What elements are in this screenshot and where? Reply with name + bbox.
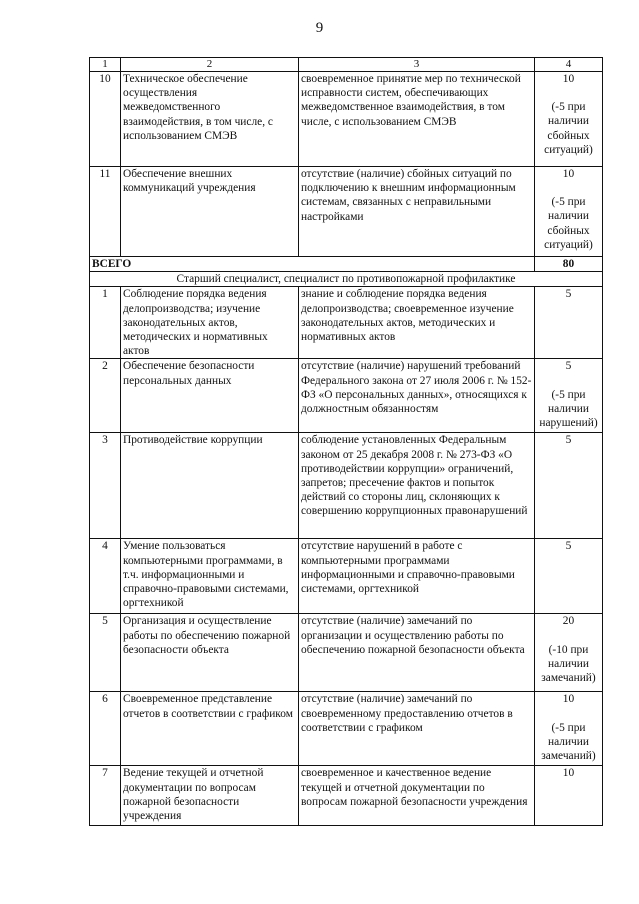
indicator-cell: своевременное и качественное ведение текущей и отчетной документации по вопросам пожарной безопасности учреждения: [299, 766, 535, 826]
indicator-cell: соблюдение установленных Федеральным законом от 25 декабря 2008 г. № 273-ФЗ «О противодействии коррупции» ограничений, запретов; пресечение фактов и попыток действий со стороны лиц, склоняющих к совершению коррупционных правонарушений: [299, 433, 535, 539]
penalty-note: (-5 при наличии сбойных ситуаций): [544, 101, 593, 156]
total-value: 80: [535, 257, 603, 272]
table-header-row: [90, 58, 603, 72]
table-row: [90, 433, 603, 539]
page-number: 9: [315, 20, 324, 36]
criterion-cell: Соблюдение порядка ведения делопроизводства; изучение законодательных актов, методических и нормативных актов: [121, 287, 299, 359]
row-number: 6: [90, 692, 121, 766]
table-row: [90, 167, 603, 257]
points-cell: [535, 692, 603, 766]
row-number: 10: [90, 72, 121, 167]
row-number: 11: [90, 167, 121, 257]
table-row: [90, 766, 603, 826]
section-row: [90, 272, 603, 287]
points-value: 5: [565, 434, 572, 447]
table-row: [90, 359, 603, 433]
header-cell: 4: [535, 58, 603, 72]
table-row: [90, 72, 603, 167]
row-number: 1: [90, 287, 121, 359]
row-number: 3: [90, 433, 121, 539]
criterion-cell: Обеспечение безопасности персональных данных: [121, 359, 299, 433]
points-value: 5: [565, 288, 572, 301]
criteria-table: [89, 57, 603, 826]
indicator-cell: своевременное принятие мер по технической исправности систем, обеспечивающих межведомственное взаимодействия, в том числе, с использованием СМЭВ: [299, 72, 535, 167]
indicator-cell: отсутствие (наличие) замечаний по организации и осуществлению работы по обеспечению пожарной безопасности объекта: [299, 614, 535, 692]
criterion-cell: Умение пользоваться компьютерными программами, в т.ч. информационными и справочно-правовыми системами, оргтехникой: [121, 539, 299, 614]
criterion-cell: Ведение текущей и отчетной документации по вопросам пожарной безопасности учреждения: [121, 766, 299, 826]
row-number: 7: [90, 766, 121, 826]
header-cell: 3: [299, 58, 535, 72]
table-row: [90, 287, 603, 359]
points-cell: [535, 287, 603, 359]
table-row: [90, 692, 603, 766]
total-row: [90, 257, 603, 272]
penalty-note: (-10 при наличии замечаний): [541, 643, 596, 685]
points-value: 5: [565, 360, 572, 373]
points-value: 5: [565, 540, 572, 553]
points-value: 10: [562, 73, 575, 85]
row-number: 5: [90, 614, 121, 692]
indicator-cell: отсутствие (наличие) нарушений требований Федерального закона от 27 июля 2006 г. № 152-ФЗ «О персональных данных», относящихся к должностным обязанностям: [299, 359, 535, 433]
indicator-cell: отсутствие (наличие) замечаний по своевременному предоставлению отчетов в соответствии с графиком: [299, 692, 535, 766]
header-cell: 2: [121, 58, 299, 72]
points-cell: [535, 539, 603, 614]
points-cell: [535, 766, 603, 826]
total-label: ВСЕГО: [90, 257, 535, 272]
criterion-cell: Техническое обеспечение осуществления межведомственного взаимодействия, в том числе, с использованием СМЭВ: [121, 72, 299, 167]
indicator-cell: отсутствие (наличие) сбойных ситуаций по подключению к внешним информационным системам, связанных с неправильными настройками: [299, 167, 535, 257]
penalty-note: (-5 при наличии сбойных ситуаций): [544, 196, 593, 251]
table-row: [90, 539, 603, 614]
criterion-cell: Своевременное представление отчетов в соответствии с графиком: [121, 692, 299, 766]
penalty-note: (-5 при наличии замечаний): [541, 721, 596, 763]
points-cell: [535, 614, 603, 692]
points-cell: [535, 72, 603, 167]
criterion-cell: Противодействие коррупции: [121, 433, 299, 539]
points-value: 10: [562, 693, 575, 706]
points-value: 10: [562, 767, 575, 780]
header-cell: 1: [90, 58, 121, 72]
points-value: 10: [562, 168, 575, 180]
points-value: 20: [562, 615, 575, 628]
points-cell: [535, 433, 603, 539]
table-row: [90, 614, 603, 692]
indicator-cell: отсутствие нарушений в работе с компьютерными программами информационными и справочно-правовыми системами, оргтехникой: [299, 539, 535, 614]
indicator-cell: знание и соблюдение порядка ведения делопроизводства; своевременное изучение законодательных актов, методических и нормативных актов: [299, 287, 535, 359]
points-cell: [535, 359, 603, 433]
penalty-note: (-5 при наличии нарушений): [539, 388, 598, 430]
criterion-cell: Организация и осуществление работы по обеспечению пожарной безопасности объекта: [121, 614, 299, 692]
points-cell: [535, 167, 603, 257]
row-number: 4: [90, 539, 121, 614]
row-number: 2: [90, 359, 121, 433]
section-title: Старший специалист, специалист по противопожарной профилактике: [90, 272, 603, 287]
criterion-cell: Обеспечение внешних коммуникаций учреждения: [121, 167, 299, 257]
